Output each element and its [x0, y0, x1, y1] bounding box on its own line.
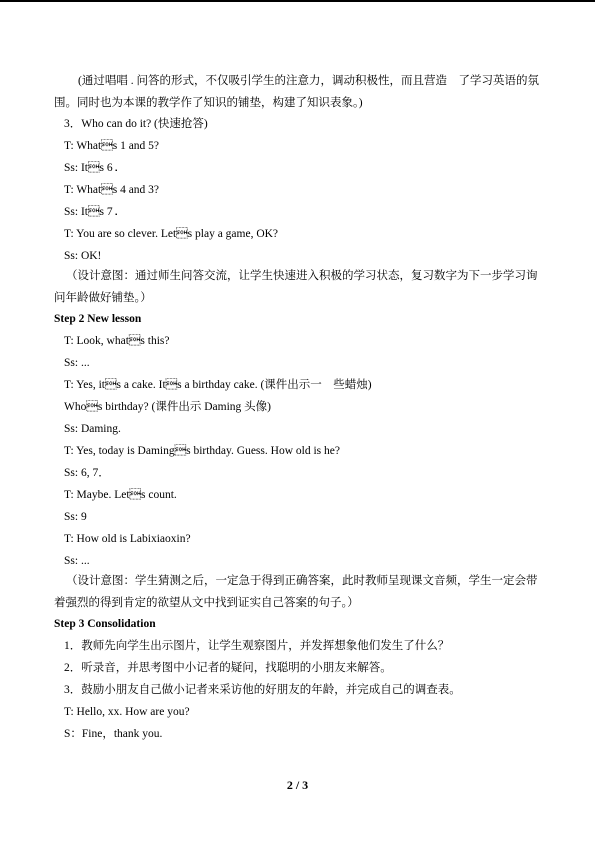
dialog-line: T: Yes, today is Damings birthday. Guess. How old is he? [64, 445, 340, 457]
dialog-line: Ss: Its 6． [64, 162, 125, 174]
dialog-line: T: Hello, xx. How are you? [64, 706, 190, 718]
list-item: 2．听录音，并思考图中小记者的疑问，找聪明的小朋友来解答。 [64, 662, 392, 674]
intro-note: (通过唱唱 . 问答的形式，不仅吸引学生的注意力，调动积极性，而且营造 了学习英语的氛围。同时也为本课的教学作了知识的铺垫，构建了知识表象。) [54, 75, 539, 109]
page-number: 2 / 3 [286, 778, 309, 792]
dialog-line: T: Whats 4 and 3? [64, 184, 160, 196]
document-body [54, 70, 544, 748]
dialog-line: S：Fine，thank you. [64, 728, 163, 740]
section-heading-step2: Step 2 New lesson [54, 313, 142, 325]
dialog-line: Ss: Its 7． [64, 206, 125, 218]
dialog-line: Ss: OK! [64, 250, 102, 262]
dialog-line: Ss: ... [64, 555, 90, 567]
dialog-line: T: Whats 1 and 5? [64, 140, 160, 152]
dialog-line: Ss: ... [64, 357, 90, 369]
warmup-item-3: 3．Who can do it? (快速抢答) [64, 118, 208, 130]
dialog-line: Whos birthday? (课件出示 Daming 头像) [64, 401, 271, 413]
section-heading-step3: Step 3 Consolidation [54, 618, 156, 630]
design-note: （设计意图：通过师生问答交流，让学生快速进入积极的学习状态，复习数字为下一步学习询问年龄做好铺垫。） [54, 270, 538, 304]
dialog-line: T: You are so clever. Lets play a game, OK? [64, 228, 279, 240]
list-item: 3．鼓励小朋友自己做小记者来采访他的好朋友的年龄，并完成自己的调查表。 [64, 684, 461, 696]
dialog-line: Ss: 6, 7． [64, 467, 110, 479]
design-note: （设计意图：学生猜测之后，一定急于得到正确答案，此时教师呈现课文音频，学生一定会带着强烈的得到肯定的欲望从文中找到证实自己答案的句子。） [54, 575, 538, 609]
dialog-line: T: Yes, its a cake. Its a birthday cake. (课件出示一 些蜡烛) [64, 379, 372, 391]
dialog-line: Ss: 9 [64, 511, 87, 523]
top-rule [0, 0, 595, 2]
dialog-line: Ss: Daming. [64, 423, 121, 435]
list-item: 1．教师先向学生出示图片，让学生观察图片，并发挥想象他们发生了什么？ [64, 640, 450, 652]
dialog-line: T: How old is Labixiaoxin? [64, 533, 191, 545]
dialog-line: T: Maybe. Lets count. [64, 489, 177, 501]
dialog-line: T: Look, whats this? [64, 335, 170, 347]
